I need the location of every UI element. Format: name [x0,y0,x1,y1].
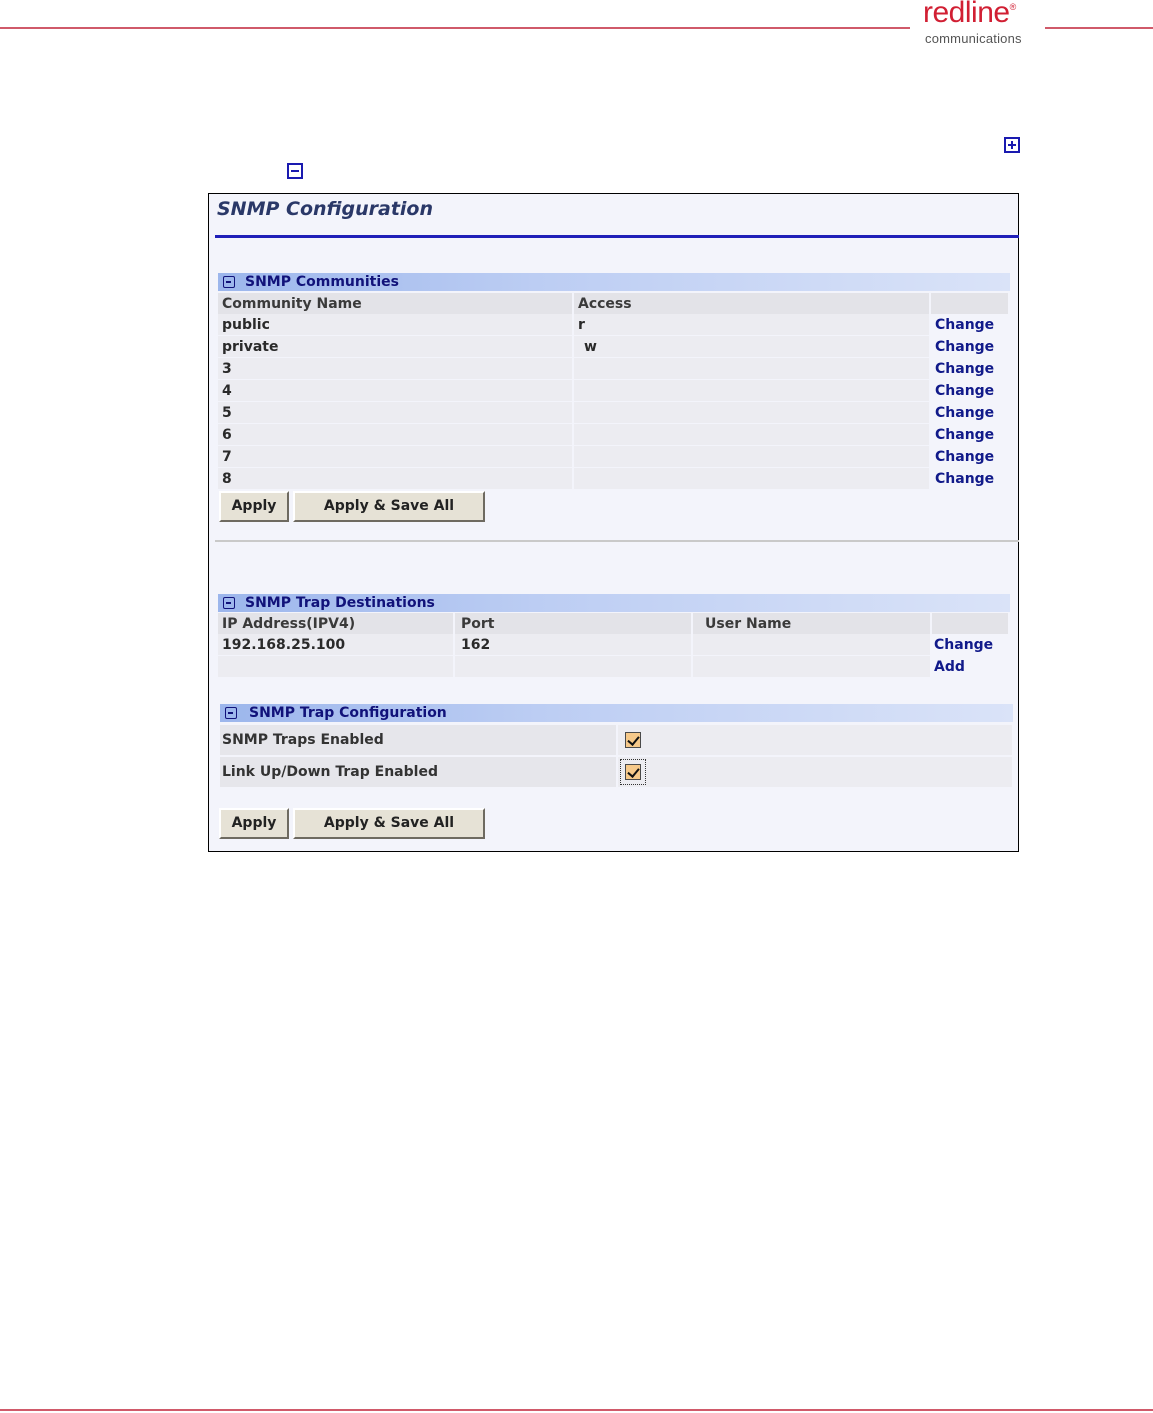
trap-config-section-header[interactable] [220,704,1013,722]
apply-save-all-button[interactable]: Apply & Save All [293,808,485,839]
communities-table [218,293,1010,490]
traps-enabled-label: SNMP Traps Enabled [220,725,616,755]
link-trap-label: Link Up/Down Trap Enabled [220,757,616,787]
apply-button[interactable]: Apply [219,808,289,839]
header-rule-right [1045,27,1153,29]
table-row [218,336,1010,358]
column-header: User Name [693,613,932,634]
table-row [218,380,1010,402]
expand-icon [1004,137,1020,153]
collapse-section-icon[interactable] [223,276,235,288]
community-name: 5 [218,402,574,424]
user-name [693,634,932,656]
change-link[interactable]: Change [931,446,1010,468]
trademark-mark: ® [1009,2,1016,12]
change-link[interactable]: Change [931,358,1010,380]
change-link[interactable]: Change [931,380,1010,402]
community-access: w [574,336,931,358]
apply-save-all-button[interactable]: Apply & Save All [293,491,485,522]
community-name: 7 [218,446,574,468]
add-link[interactable]: Add [932,656,1010,678]
change-link[interactable]: Change [931,424,1010,446]
column-header: Community Name [218,293,574,314]
port: 162 [455,634,693,656]
header-rule-left [0,27,910,29]
port [455,656,693,678]
community-name: private [218,336,574,358]
user-name [693,656,932,678]
collapse-section-icon[interactable] [225,707,237,719]
trap-destinations-table [218,613,1010,678]
section-title: SNMP Trap Configuration [249,705,447,721]
community-name: 4 [218,380,574,402]
traps-enabled-cell [618,725,1012,755]
table-row [218,468,1010,490]
community-access [574,424,931,446]
link-trap-row [220,757,1012,788]
community-name: 6 [218,424,574,446]
change-link[interactable]: Change [931,336,1010,358]
footer-rule [0,1409,1153,1411]
section-divider [215,540,1019,542]
section-title: SNMP Trap Destinations [245,595,435,611]
traps-enabled-checkbox[interactable] [625,732,641,748]
community-access: r [574,314,931,336]
ip-address [218,656,455,678]
column-header [932,613,1010,634]
change-link[interactable]: Change [931,468,1010,490]
title-divider [215,235,1019,238]
community-access [574,358,931,380]
change-link[interactable]: Change [932,634,1010,656]
ip-address: 192.168.25.100 [218,634,455,656]
community-access [574,402,931,424]
table-row [218,656,1010,678]
community-access [574,446,931,468]
page-title: SNMP Configuration [217,198,434,220]
collapse-section-icon[interactable] [223,597,235,609]
section-title: SNMP Communities [245,274,399,290]
column-header: IP Address(IPV4) [218,613,455,634]
table-row [218,634,1010,656]
brand-name: redline [923,0,1010,29]
brand-tagline: communications [925,31,1022,46]
change-link[interactable]: Change [931,402,1010,424]
table-row [218,424,1010,446]
link-trap-cell [618,757,1012,787]
table-row [218,446,1010,468]
table-row [218,314,1010,336]
column-header [931,293,1010,314]
table-row [218,358,1010,380]
community-name: 8 [218,468,574,490]
link-trap-checkbox[interactable] [625,764,641,780]
trap-destinations-section-header[interactable] [218,594,1010,612]
community-name: 3 [218,358,574,380]
apply-button[interactable]: Apply [219,491,289,522]
community-access [574,380,931,402]
snmp-config-panel [208,193,1019,852]
community-access [574,468,931,490]
column-header: Access [574,293,931,314]
communities-section-header[interactable] [218,273,1010,291]
change-link[interactable]: Change [931,314,1010,336]
traps-enabled-row [220,725,1012,756]
column-header: Port [455,613,693,634]
table-row [218,402,1010,424]
redline-logo [916,0,1042,48]
community-name: public [218,314,574,336]
collapse-icon [287,163,303,179]
